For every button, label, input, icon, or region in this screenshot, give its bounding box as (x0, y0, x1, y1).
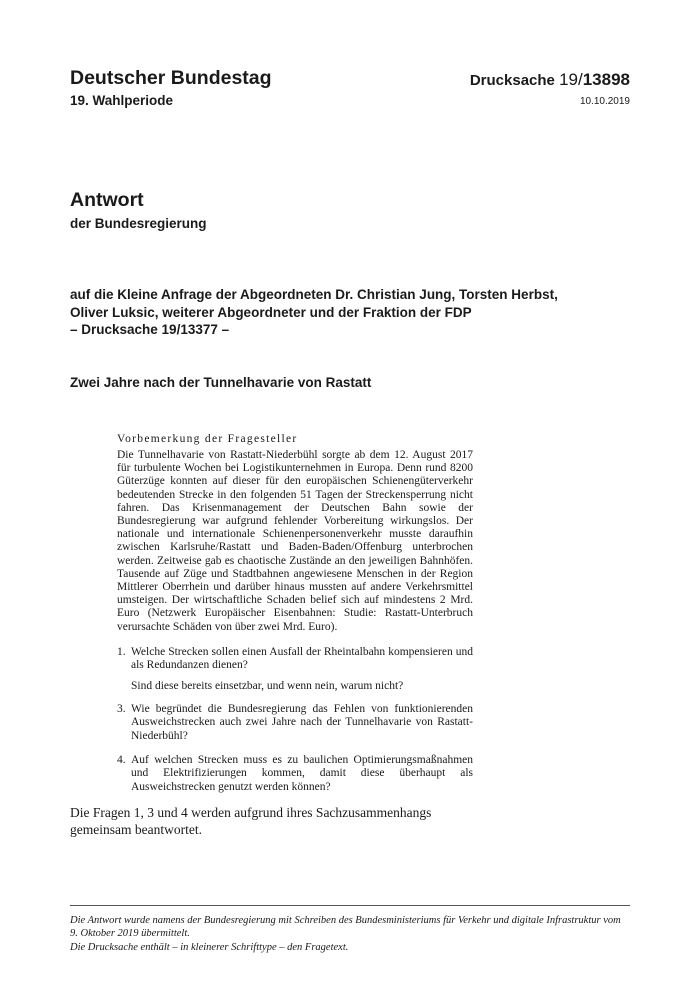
question-number: 1. (117, 646, 126, 658)
institution-title: Deutscher Bundestag (70, 67, 272, 89)
footer-note (70, 914, 630, 954)
footer-line: Die Drucksache enthält – in kleinerer Schrifttype – den Fragetext. (70, 941, 349, 953)
request-reference (70, 286, 630, 339)
drucksache-id: 13898 (582, 70, 630, 89)
drucksache-number (470, 70, 630, 90)
drucksache-label: Drucksache (469, 72, 555, 89)
legislative-period: 19. Wahlperiode (70, 93, 174, 108)
request-line: Oliver Luksic, weiterer Abgeordneter und der Fraktion der FDP (70, 304, 472, 320)
preliminary-heading: Vorbemerkung der Fragesteller (117, 433, 298, 445)
question-number: 4. (117, 754, 126, 766)
answer-text: Die Fragen 1, 3 und 4 werden aufgrund ihres Sachzusammenhangs gemeinsam beantwortet. (70, 805, 432, 837)
topic-heading: Zwei Jahre nach der Tunnelhavarie von Rastatt (70, 375, 372, 390)
question-item (117, 754, 473, 794)
question-item (117, 646, 473, 693)
document-date: 10.10.2019 (579, 96, 630, 107)
footer-divider (70, 905, 630, 906)
footer-line: Die Antwort wurde namens der Bundesregierung mit Schreiben des Bundesministeriums für Verkehr und digitale Infrastruktur vom 9. Oktober 2019 übermittelt. (70, 915, 621, 940)
question-text: Welche Strecken sollen einen Ausfall der Rheintalbahn kompensieren und als Redundanzen dienen? (131, 646, 473, 672)
request-line: auf die Kleine Anfrage der Abgeordneten Dr. Christian Jung, Torsten Herbst, (70, 287, 558, 302)
question-text: Auf welchen Strecken muss es zu baulichen Optimierungsmaßnahmen und Elektrifizierungen kommen, damit diese überhaupt als Ausweichstrecken genutzt werden können? (131, 754, 473, 793)
question-followup: Sind diese bereits einsetzbar, und wenn nein, warum nicht? (131, 679, 404, 692)
question-item (117, 703, 473, 743)
document-title: Antwort (70, 189, 144, 211)
preliminary-body: Die Tunnelhavarie von Rastatt-Niederbühl sorgte ab dem 12. August 2017 für turbulente Wochen bei Logistikunternehmen in Europa. Denn rund 8200 Güterzüge konnten auf dieser für den europäischen Schienengüterverkehr bedeutenden Strecke in den folgenden 51 Tagen der Streckensperrung nicht fahren. Das Krisenmanagement der Deutschen Bahn sowie der Bundesregierung war aufgrund fehlender Vorbereitung wirkungslos. Der nationale und internationale Schienenpersonenverkehr musste daraufhin zwischen Karlsruhe/Rastatt und Baden-Baden/Offenburg unterbrochen werden. Zeitweise gab es chaotische Zustände an den jeweiligen Bahnhöfen. Tausende auf Züge und Stadtbahnen angewiesene Menschen in der Region Mittlerer Oberrhein und darüber hinaus mussten auf andere Verkehrsmittel umsteigen. Der wirtschaftliche Schaden belief sich auf mindestens 2 Mrd. Euro (Netzwerk Europäischer Eisenbahnen: Studie: Rastatt-Unterbruch verursachte Schäden von über zwei Mrd. Euro). (117, 449, 473, 633)
document-subtitle: der Bundesregierung (70, 216, 207, 231)
request-line: – Drucksache 19/13377 – (70, 322, 230, 337)
question-text: Wie begründet die Bundesregierung das Fehlen von funktionierenden Ausweichstrecken auch zwei Jahre nach der Tunnelhavarie von Rastatt-Niederbühl? (131, 703, 473, 742)
question-number: 3. (117, 703, 126, 715)
drucksache-prefix: 19/ (559, 70, 583, 89)
